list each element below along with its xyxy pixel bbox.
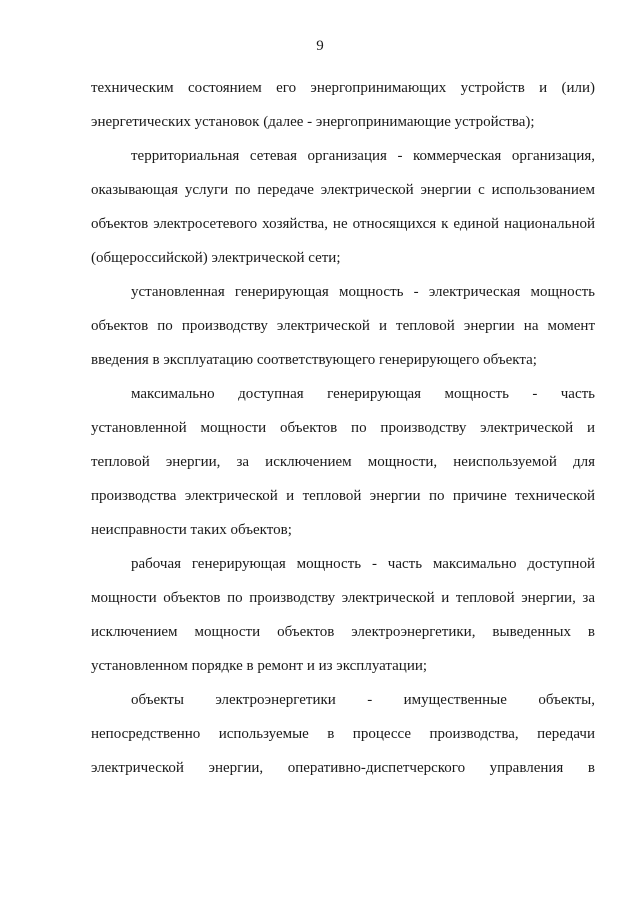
text-line: электрической энергии, оперативно-диспетчерского управления в [91, 760, 595, 776]
paragraph-start-line: территориальная сетевая организация - коммерческая организация, [131, 148, 595, 164]
text-line: производства электрической и тепловой энергии по причине технической [91, 488, 595, 504]
text-line: оказывающая услуги по передаче электрической энергии с использованием [91, 182, 595, 198]
text-line: непосредственно используемые в процессе производства, передачи [91, 726, 595, 742]
text-line: установленном порядке в ремонт и из эксплуатации; [91, 658, 428, 674]
text-line: мощности объектов по производству электрической и тепловой энергии, за [91, 590, 595, 606]
paragraph-start-line: рабочая генерирующая мощность - часть максимально доступной [131, 556, 595, 572]
text-line: неисправности таких объектов; [91, 522, 292, 538]
page-number: 9 [316, 38, 324, 54]
text-line: техническим состоянием его энергопринимающих устройств и (или) [91, 80, 595, 96]
text-line: объектов электросетевого хозяйства, не относящихся к единой национальной [91, 216, 595, 232]
paragraph-start-line: установленная генерирующая мощность - электрическая мощность [131, 284, 595, 300]
document-body [91, 71, 595, 785]
text-line: исключением мощности объектов электроэнергетики, выведенных в [91, 624, 595, 640]
text-line: введения в эксплуатацию соответствующего генерирующего объекта; [91, 352, 537, 368]
text-line: энергетических установок (далее - энергопринимающие устройства); [91, 114, 535, 130]
paragraph-start-line: максимально доступная генерирующая мощность - часть [131, 386, 595, 402]
text-line: тепловой энергии, за исключением мощности, неиспользуемой для [91, 454, 595, 470]
paragraph-start-line: объекты электроэнергетики - имущественные объекты, [131, 692, 595, 708]
text-line: объектов по производству электрической и тепловой энергии на момент [91, 318, 595, 334]
text-line: установленной мощности объектов по производству электрической и [91, 420, 595, 436]
text-line: (общероссийской) электрической сети; [91, 250, 341, 266]
